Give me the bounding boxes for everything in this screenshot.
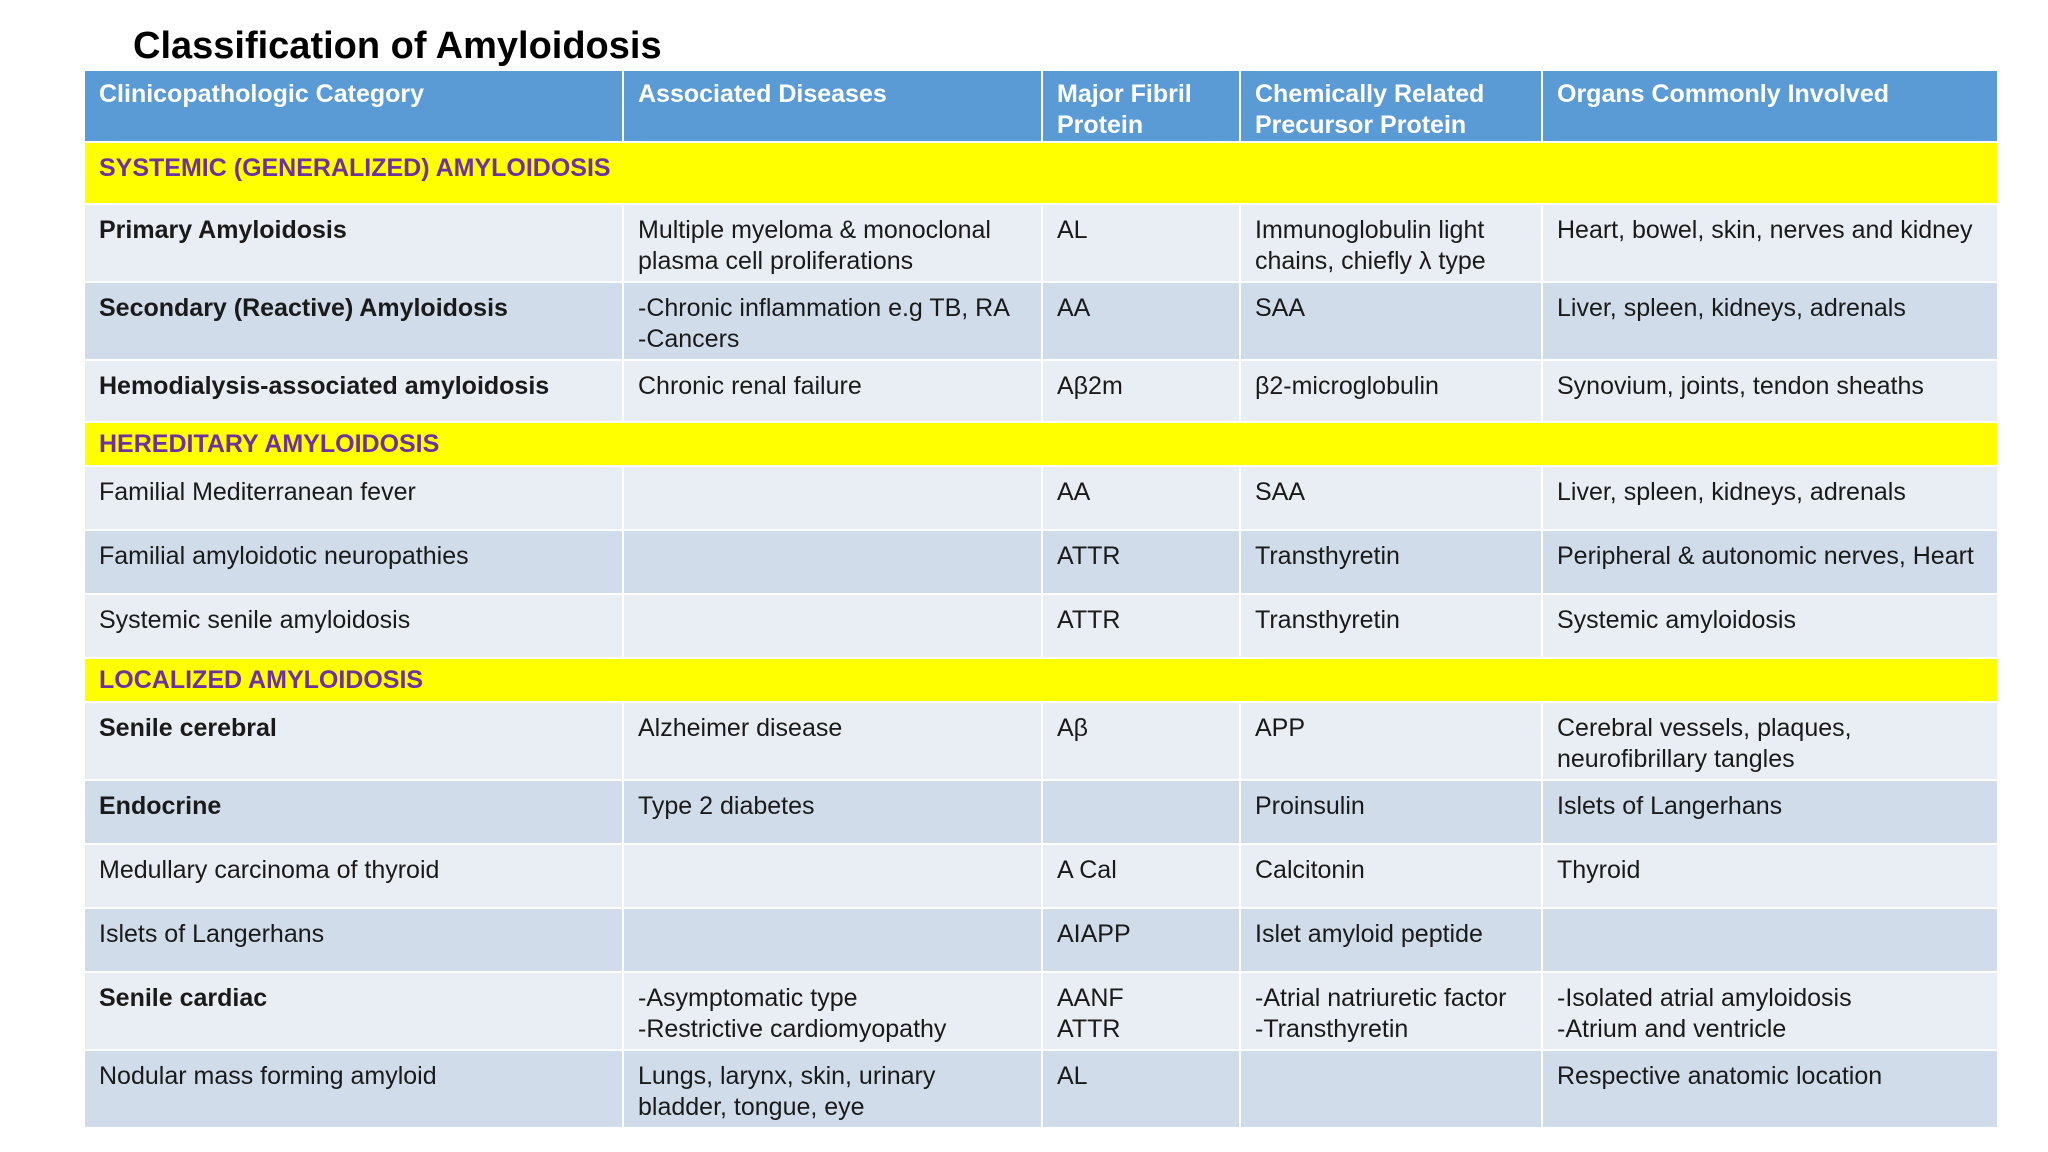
cell-precursor-protein [1240, 780, 1542, 844]
cell-precursor-protein [1240, 282, 1542, 360]
header-associated-diseases: Associated Diseases [623, 70, 1042, 142]
cell-fibril-protein-text: Aβ2m [1057, 372, 1123, 400]
cell-fibril-protein [1042, 204, 1240, 282]
cell-organs-text: -Isolated atrial amyloidosis -Atrium and ventricle [1557, 984, 1852, 1043]
cell-category [84, 282, 623, 360]
cell-category-text: Nodular mass forming amyloid [99, 1062, 437, 1090]
cell-precursor-protein-text: SAA [1255, 294, 1306, 322]
cell-fibril-protein-text: AA [1057, 478, 1091, 506]
section-label: HEREDITARY AMYLOIDOSIS [84, 422, 1998, 466]
cell-category [84, 530, 623, 594]
cell-organs-text: Heart, bowel, skin, nerves and kidney [1557, 216, 1973, 244]
cell-organs [1542, 972, 1998, 1050]
cell-category [84, 972, 623, 1050]
cell-category [84, 360, 623, 422]
cell-precursor-protein [1240, 594, 1542, 658]
cell-precursor-protein-text: APP [1255, 714, 1306, 742]
header-clinicopathologic-category: Clinicopathologic Category [84, 70, 623, 142]
section-label: LOCALIZED AMYLOIDOSIS [84, 658, 1998, 702]
section-row [84, 422, 1998, 466]
cell-fibril-protein-text: ATTR [1057, 542, 1121, 570]
cell-category-text: Islets of Langerhans [99, 920, 325, 948]
cell-precursor-protein [1240, 466, 1542, 530]
cell-associated-diseases [623, 466, 1042, 530]
cell-fibril-protein [1042, 1050, 1240, 1128]
cell-organs [1542, 360, 1998, 422]
table-row [84, 594, 1998, 658]
cell-precursor-protein [1240, 360, 1542, 422]
cell-associated-diseases [623, 594, 1042, 658]
table-row [84, 282, 1998, 360]
cell-organs [1542, 702, 1998, 780]
cell-organs-text: Synovium, joints, tendon sheaths [1557, 372, 1924, 400]
cell-precursor-protein-text: Transthyretin [1255, 542, 1400, 570]
cell-fibril-protein [1042, 702, 1240, 780]
cell-fibril-protein [1042, 780, 1240, 844]
cell-fibril-protein [1042, 530, 1240, 594]
cell-precursor-protein-text: SAA [1255, 478, 1306, 506]
cell-organs-text: Peripheral & autonomic nerves, Heart [1557, 542, 1974, 570]
cell-associated-diseases-text: Multiple myeloma & monoclonal plasma cell proliferations [638, 216, 991, 275]
cell-organs-text: Thyroid [1557, 856, 1641, 884]
cell-fibril-protein-text: AL [1057, 216, 1088, 244]
table-row [84, 530, 1998, 594]
cell-associated-diseases [623, 204, 1042, 282]
cell-organs [1542, 594, 1998, 658]
cell-category-text: Systemic senile amyloidosis [99, 606, 411, 634]
cell-organs [1542, 530, 1998, 594]
table-row [84, 780, 1998, 844]
cell-associated-diseases [623, 780, 1042, 844]
header-organs-involved: Organs Commonly Involved [1542, 70, 1998, 142]
cell-associated-diseases [623, 1050, 1042, 1128]
cell-organs-text: Systemic amyloidosis [1557, 606, 1796, 634]
cell-associated-diseases [623, 908, 1042, 972]
cell-organs [1542, 466, 1998, 530]
cell-organs-text: Islets of Langerhans [1557, 792, 1783, 820]
cell-category-text: Familial Mediterranean fever [99, 478, 416, 506]
cell-category-text: Primary Amyloidosis [99, 216, 347, 244]
table-header-row [84, 70, 1998, 142]
cell-category-text: Familial amyloidotic neuropathies [99, 542, 469, 570]
table-row [84, 1050, 1998, 1128]
cell-fibril-protein-text: AA [1057, 294, 1091, 322]
cell-fibril-protein [1042, 844, 1240, 908]
cell-category-text: Medullary carcinoma of thyroid [99, 856, 440, 884]
cell-associated-diseases [623, 282, 1042, 360]
cell-precursor-protein-text: β2-microglobulin [1255, 372, 1439, 400]
cell-associated-diseases [623, 530, 1042, 594]
amyloidosis-classification-table [83, 69, 1999, 1129]
cell-fibril-protein [1042, 360, 1240, 422]
table-row [84, 844, 1998, 908]
table-body [84, 142, 1998, 1128]
cell-fibril-protein-text: Aβ [1057, 714, 1089, 742]
cell-associated-diseases [623, 844, 1042, 908]
cell-fibril-protein [1042, 282, 1240, 360]
cell-precursor-protein [1240, 844, 1542, 908]
page-title: Classification of Amyloidosis [133, 25, 662, 67]
header-major-fibril-protein: Major Fibril Protein [1042, 70, 1240, 142]
cell-organs-text: Respective anatomic location [1557, 1062, 1883, 1090]
cell-category [84, 594, 623, 658]
cell-category [84, 204, 623, 282]
cell-category-text: Senile cardiac [99, 984, 268, 1012]
cell-category [84, 702, 623, 780]
cell-associated-diseases-text: -Chronic inflammation e.g TB, RA -Cancers [638, 294, 1010, 353]
cell-associated-diseases-text: Chronic renal failure [638, 372, 862, 400]
cell-associated-diseases-text: -Asymptomatic type -Restrictive cardiomyopathy [638, 984, 947, 1043]
cell-precursor-protein [1240, 972, 1542, 1050]
cell-associated-diseases [623, 972, 1042, 1050]
cell-precursor-protein [1240, 204, 1542, 282]
cell-fibril-protein [1042, 908, 1240, 972]
cell-organs-text: Liver, spleen, kidneys, adrenals [1557, 478, 1906, 506]
cell-category [84, 1050, 623, 1128]
cell-fibril-protein [1042, 594, 1240, 658]
section-row [84, 658, 1998, 702]
cell-precursor-protein-text: Islet amyloid peptide [1255, 920, 1483, 948]
cell-category-text: Secondary (Reactive) Amyloidosis [99, 294, 508, 322]
table-row [84, 204, 1998, 282]
cell-fibril-protein-text: AANF ATTR [1057, 984, 1124, 1043]
cell-fibril-protein-text: A Cal [1057, 856, 1117, 884]
cell-fibril-protein-text: ATTR [1057, 606, 1121, 634]
cell-precursor-protein-text: Immunoglobulin light chains, chiefly λ type [1255, 216, 1486, 275]
cell-fibril-protein-text: AIAPP [1057, 920, 1131, 948]
cell-category [84, 466, 623, 530]
cell-organs [1542, 282, 1998, 360]
cell-associated-diseases [623, 702, 1042, 780]
cell-precursor-protein-text: Proinsulin [1255, 792, 1365, 820]
cell-category-text: Hemodialysis-associated amyloidosis [99, 372, 550, 400]
cell-associated-diseases-text: Type 2 diabetes [638, 792, 815, 820]
table-row [84, 466, 1998, 530]
cell-category [84, 908, 623, 972]
cell-precursor-protein [1240, 908, 1542, 972]
cell-precursor-protein-text: -Atrial natriuretic factor -Transthyretin [1255, 984, 1507, 1043]
cell-category-text: Senile cerebral [99, 714, 277, 742]
cell-precursor-protein [1240, 702, 1542, 780]
cell-precursor-protein-text: Transthyretin [1255, 606, 1400, 634]
cell-organs [1542, 1050, 1998, 1128]
cell-precursor-protein [1240, 530, 1542, 594]
table-row [84, 908, 1998, 972]
cell-category [84, 844, 623, 908]
section-row [84, 142, 1998, 204]
cell-organs [1542, 844, 1998, 908]
cell-associated-diseases [623, 360, 1042, 422]
cell-fibril-protein [1042, 466, 1240, 530]
cell-fibril-protein [1042, 972, 1240, 1050]
cell-organs [1542, 204, 1998, 282]
cell-category-text: Endocrine [99, 792, 222, 820]
cell-category [84, 780, 623, 844]
cell-associated-diseases-text: Lungs, larynx, skin, urinary bladder, tongue, eye [638, 1062, 936, 1121]
table-row [84, 360, 1998, 422]
cell-precursor-protein-text: Calcitonin [1255, 856, 1365, 884]
cell-organs-text: Cerebral vessels, plaques, neurofibrillary tangles [1557, 714, 1852, 773]
cell-organs-text: Liver, spleen, kidneys, adrenals [1557, 294, 1906, 322]
section-label: SYSTEMIC (GENERALIZED) AMYLOIDOSIS [84, 142, 1998, 204]
table-row [84, 972, 1998, 1050]
table-row [84, 702, 1998, 780]
cell-organs [1542, 908, 1998, 972]
cell-fibril-protein-text: AL [1057, 1062, 1088, 1090]
cell-precursor-protein [1240, 1050, 1542, 1128]
cell-associated-diseases-text: Alzheimer disease [638, 714, 843, 742]
header-precursor-protein: Chemically Related Precursor Protein [1240, 70, 1542, 142]
cell-organs [1542, 780, 1998, 844]
